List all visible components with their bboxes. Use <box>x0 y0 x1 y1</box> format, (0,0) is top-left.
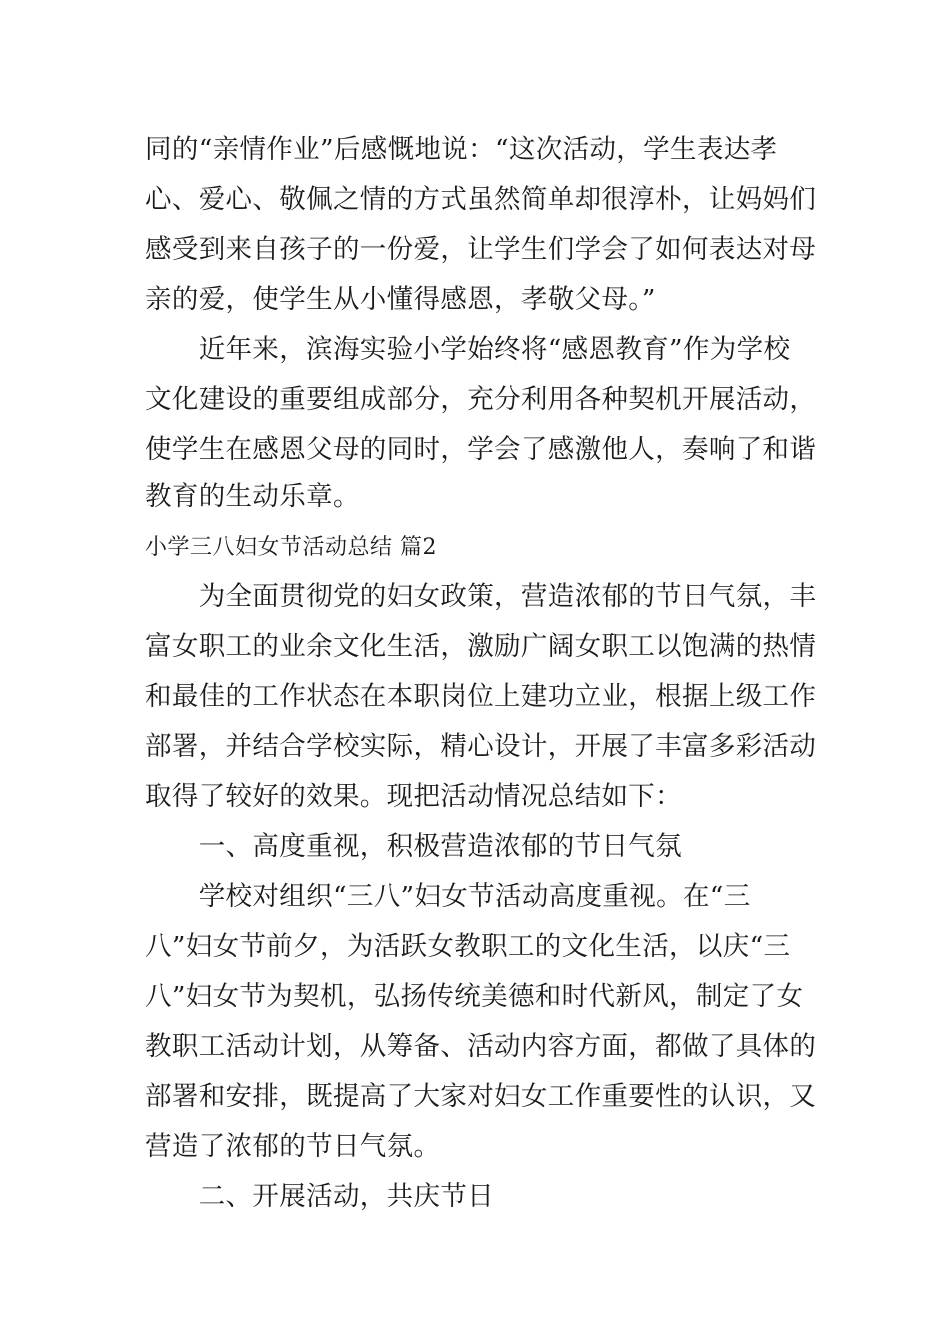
text-line: 文化建设的重要组成部分，充分利用各种契机开展活动， <box>145 384 817 415</box>
text-line: 为全面贯彻党的妇女政策，营造浓郁的节日气氛，丰 <box>145 581 817 612</box>
text-line: 近年来，滨海实验小学始终将“感恩教育”作为学校 <box>145 334 791 365</box>
text-line: 八”妇女节为契机，弘扬传统美德和时代新风，制定了女 <box>145 981 804 1012</box>
text-line: 感受到来自孩子的一份爱，让学生们学会了如何表达对母 <box>145 234 817 265</box>
text-line: 同的“亲情作业”后感慨地说：“这次活动，学生表达孝 <box>145 134 778 165</box>
text-line: 和最佳的工作状态在本职岗位上建功立业，根据上级工作 <box>145 681 817 712</box>
text-line: 心、爱心、敬佩之情的方式虽然简单却很淳朴，让妈妈们 <box>145 184 817 215</box>
text-line: 亲的爱，使学生从小懂得感恩，孝敬父母。” <box>145 284 656 315</box>
text-line: 教育的生动乐章。 <box>145 481 360 512</box>
text-line: 部署和安排，既提高了大家对妇女工作重要性的认识，又 <box>145 1081 817 1112</box>
text-line: 使学生在感恩父母的同时，学会了感激他人，奏响了和谐 <box>145 434 817 465</box>
text-line: 富女职工的业余文化生活，激励广阔女职工以饱满的热情 <box>145 631 817 662</box>
text-line: 八”妇女节前夕，为活跃女教职工的文化生活，以庆“三 <box>145 931 791 962</box>
text-line: 部署，并结合学校实际，精心设计，开展了丰富多彩活动 <box>145 731 817 762</box>
subheading: 一、高度重视，积极营造浓郁的节日气氛 <box>145 831 682 862</box>
section-title: 小学三八妇女节活动总结 篇2 <box>145 535 437 560</box>
text-line: 学校对组织“三八”妇女节活动高度重视。在“三 <box>145 881 751 912</box>
text-line: 取得了较好的效果。现把活动情况总结如下： <box>145 781 682 812</box>
text-line: 营造了浓郁的节日气氛。 <box>145 1131 441 1162</box>
text-line: 教职工活动计划，从筹备、活动内容方面，都做了具体的 <box>145 1031 817 1062</box>
subheading: 二、开展活动，共庆节日 <box>145 1181 495 1212</box>
